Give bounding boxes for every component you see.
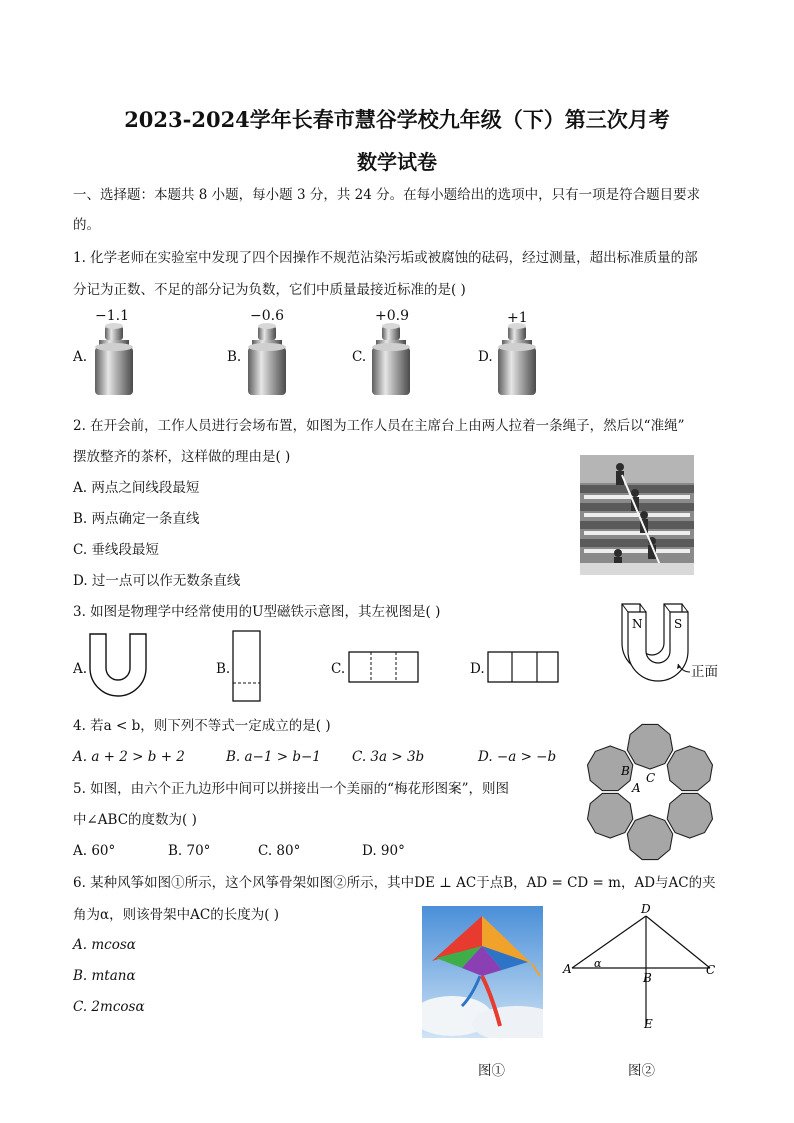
q2-line1: 2. 在开会前，工作人员进行会场布置，如图为工作人员在主席台上由两人拉着一条绳子，然后以“准绳” <box>73 418 685 434</box>
page-title: 2023-2024学年长春市慧谷学校九年级（下）第三次月考 <box>124 107 670 132</box>
option-b-rect <box>233 631 260 701</box>
point-c-label: C <box>646 771 656 785</box>
q6-option-a: A. mcosα <box>73 937 136 953</box>
point-a-label: A <box>632 781 641 795</box>
q4-option-b: B. a−1 > b−1 <box>226 749 321 765</box>
weight-a-value: −1.1 <box>95 308 129 324</box>
weight-c-value: +0.9 <box>375 308 409 324</box>
q4-option-a: A. a + 2 > b + 2 <box>73 749 185 765</box>
option-a-u-shape <box>90 634 146 696</box>
q6-line1: 6. 某种风筝如图①所示，这个风筝骨架如图②所示，其中DE ⊥ AC于点B，AD = CD = m，AD与AC的夹 <box>73 875 716 891</box>
nonagon-shape <box>627 815 672 860</box>
point-d-label: D <box>641 902 651 916</box>
option-d-rect <box>488 652 558 682</box>
q4-option-c: C. 3a > 3b <box>352 749 425 765</box>
figure1-caption: 图① <box>478 1063 505 1079</box>
weight-c-icon <box>372 323 410 395</box>
q3-stem: 3. 如图是物理学中经常使用的U型磁铁示意图，其左视图是( ) <box>73 604 441 620</box>
q3-option-a-label: A. <box>73 661 88 677</box>
section-heading-line2: 的。 <box>73 217 100 233</box>
q5-line2: 中∠ABC的度数为( ) <box>73 812 197 828</box>
weight-d-value: +1 <box>507 310 528 326</box>
plum-blossom-figure <box>585 722 715 862</box>
q2-line2: 摆放整齐的茶杯，这样做的理由是( ) <box>73 449 291 465</box>
nonagon-shape <box>627 724 672 769</box>
angle-alpha-label: α <box>594 957 602 970</box>
q5-option-b: B. 70° <box>168 843 211 859</box>
q3-option-c-label: C. <box>331 661 346 677</box>
q6-option-b: B. mtanα <box>73 968 136 984</box>
q3-option-d-label: D. <box>470 661 485 677</box>
kite-photo <box>422 906 543 1038</box>
meeting-hall-photo <box>580 455 694 575</box>
q2-option-d: D. 过一点可以作无数条直线 <box>73 573 241 589</box>
q4-stem: 4. 若a < b，则下列不等式一定成立的是( ) <box>73 718 331 734</box>
q5-option-d: D. 90° <box>362 843 405 859</box>
weight-d-icon <box>498 323 536 395</box>
weight-b-icon <box>248 323 286 395</box>
q1-option-d-label: D. <box>478 349 493 365</box>
q1-option-b-label: B. <box>227 349 242 365</box>
page-subtitle: 数学试卷 <box>357 150 437 174</box>
weight-a-icon <box>95 323 133 395</box>
q4-option-d: D. −a > −b <box>478 749 557 765</box>
q5-option-c: C. 80° <box>258 843 301 859</box>
figure2-caption: 图② <box>628 1063 655 1079</box>
q6-line2: 角为α，则该骨架中AC的长度为( ) <box>73 907 280 923</box>
kite-skeleton-diagram <box>560 900 730 1040</box>
q2-option-a: A. 两点之间线段最短 <box>73 480 200 496</box>
q6-option-c: C. 2mcosα <box>73 999 145 1015</box>
q5-option-a: A. 60° <box>73 843 116 859</box>
nonagon-shape <box>588 793 633 838</box>
point-e-label: E <box>644 1017 653 1031</box>
weight-b-value: −0.6 <box>250 308 284 324</box>
q5-line1: 5. 如图，由六个正九边形中间可以拼接出一个美丽的“梅花形图案”，则图 <box>73 781 509 797</box>
point-c2-label: C <box>706 963 716 977</box>
q2-option-b: B. 两点确定一条直线 <box>73 511 200 527</box>
magnet-s-label: S <box>674 617 683 631</box>
nonagon-shape <box>667 746 712 791</box>
q1-option-a-label: A. <box>73 349 88 365</box>
q2-option-c: C. 垂线段最短 <box>73 542 159 558</box>
point-a2-label: A <box>563 962 572 976</box>
q1-line1: 1. 化学老师在实验室中发现了四个因操作不规范沾染污垢或被腐蚀的砝码，经过测量，超出标准质量的部 <box>73 250 698 266</box>
q1-line2: 分记为正数、不足的部分记为负数，它们中质量最接近标准的是( ) <box>73 282 466 298</box>
point-b2-label: B <box>643 971 652 985</box>
front-view-label: 正面 <box>691 664 718 680</box>
point-b-label: B <box>621 764 630 778</box>
q1-option-c-label: C. <box>352 349 367 365</box>
nonagon-shape <box>667 793 712 838</box>
section-heading-line1: 一、选择题：本题共 8 小题，每小题 3 分，共 24 分。在每小题给出的选项中，只有一项是符合题目要求 <box>73 187 701 203</box>
magnet-n-label: N <box>632 617 643 631</box>
q3-option-b-label: B. <box>216 661 231 677</box>
option-c-rect <box>349 652 418 682</box>
